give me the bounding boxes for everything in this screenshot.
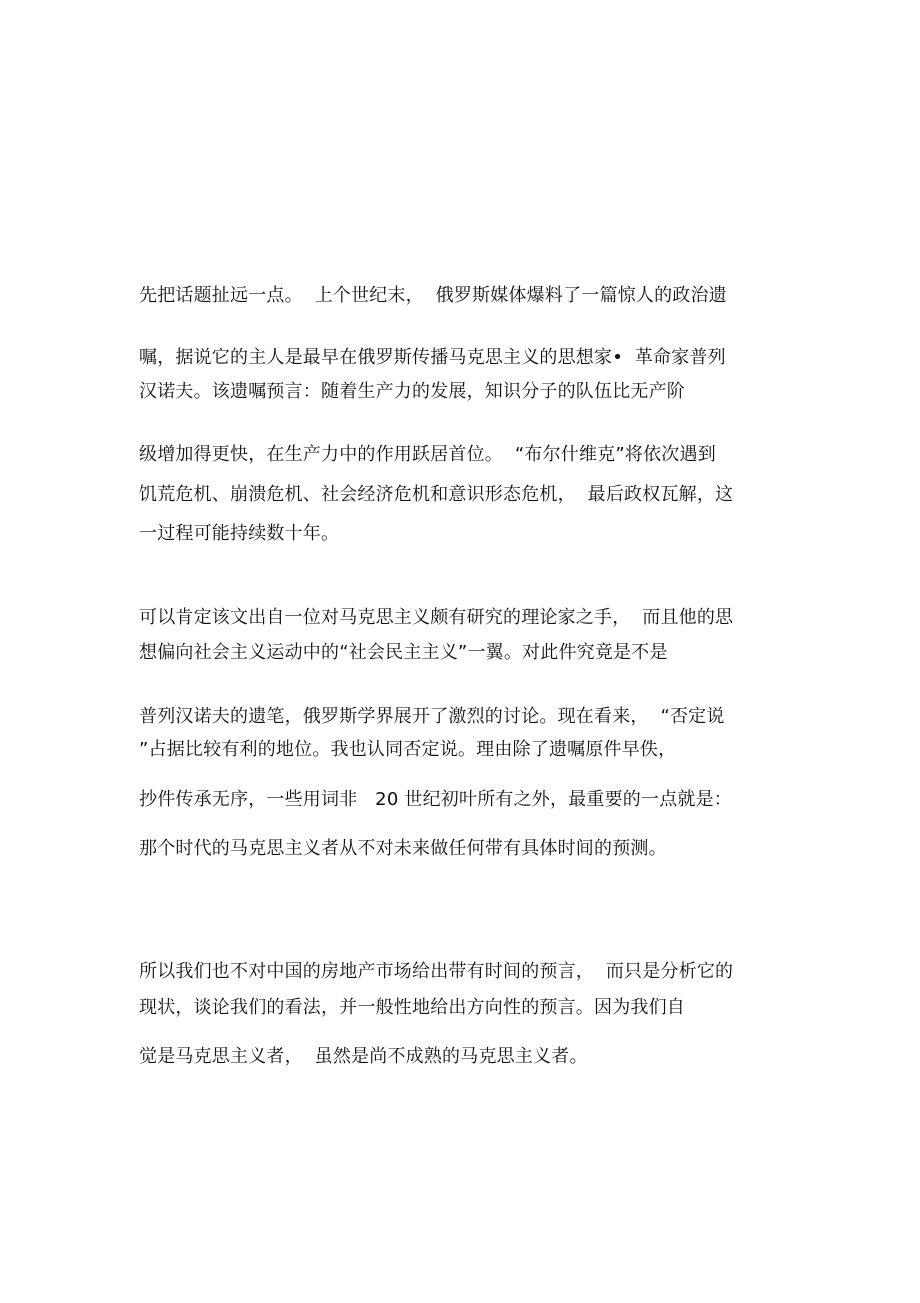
paragraph-line: 先把话题扯远一点。 上个世纪末， 俄罗斯媒体爆料了一篇惊人的政治遗 — [139, 285, 727, 306]
paragraph-line: 那个时代的马克思主义者从不对未来做任何带有具体时间的预测。 — [139, 838, 667, 859]
paragraph-line: 觉是马克思主义者， 虽然是尚不成熟的马克思主义者。 — [139, 1046, 588, 1067]
paragraph-line: 抄件传承无序，一些用词非 20 世纪初叶所有之外，最重要的一点就是： — [139, 789, 732, 810]
paragraph-line: 想偏向社会主义运动中的“社会民主主义”一翼。对此件究竟是不是 — [139, 642, 668, 663]
paragraph-line: 所以我们也不对中国的房地产市场给出带有时间的预言， 而只是分析它的 — [139, 961, 734, 982]
paragraph-line: 级增加得更快，在生产力中的作用跃居首位。 “布尔什维克”将依次遇到 — [139, 444, 716, 465]
paragraph-line: 汉诺夫。该遗嘱预言：随着生产力的发展，知识分子的队伍比无产阶 — [139, 381, 685, 402]
paragraph-line: 可以肯定该文出自一位对马克思主义颇有研究的理论家之手， 而且他的思 — [139, 607, 734, 628]
paragraph-line: 一过程可能持续数十年。 — [139, 523, 340, 544]
paragraph-line: ”占据比较有利的地位。我也认同否定说。理由除了遗嘱原件早佚， — [139, 739, 677, 760]
paragraph-line: 嘱，据说它的主人是最早在俄罗斯传播马克思主义的思想家• 革命家普列 — [139, 347, 726, 368]
paragraph-line: 现状，谈论我们的看法，并一般性地给出方向性的预言。因为我们自 — [139, 997, 685, 1018]
paragraph-line: 普列汉诺夫的遗笔，俄罗斯学界展开了激烈的讨论。现在看来， “否定说 — [139, 706, 725, 727]
paragraph-line: 饥荒危机、崩溃危机、社会经济危机和意识形态危机， 最后政权瓦解，这 — [139, 484, 734, 505]
